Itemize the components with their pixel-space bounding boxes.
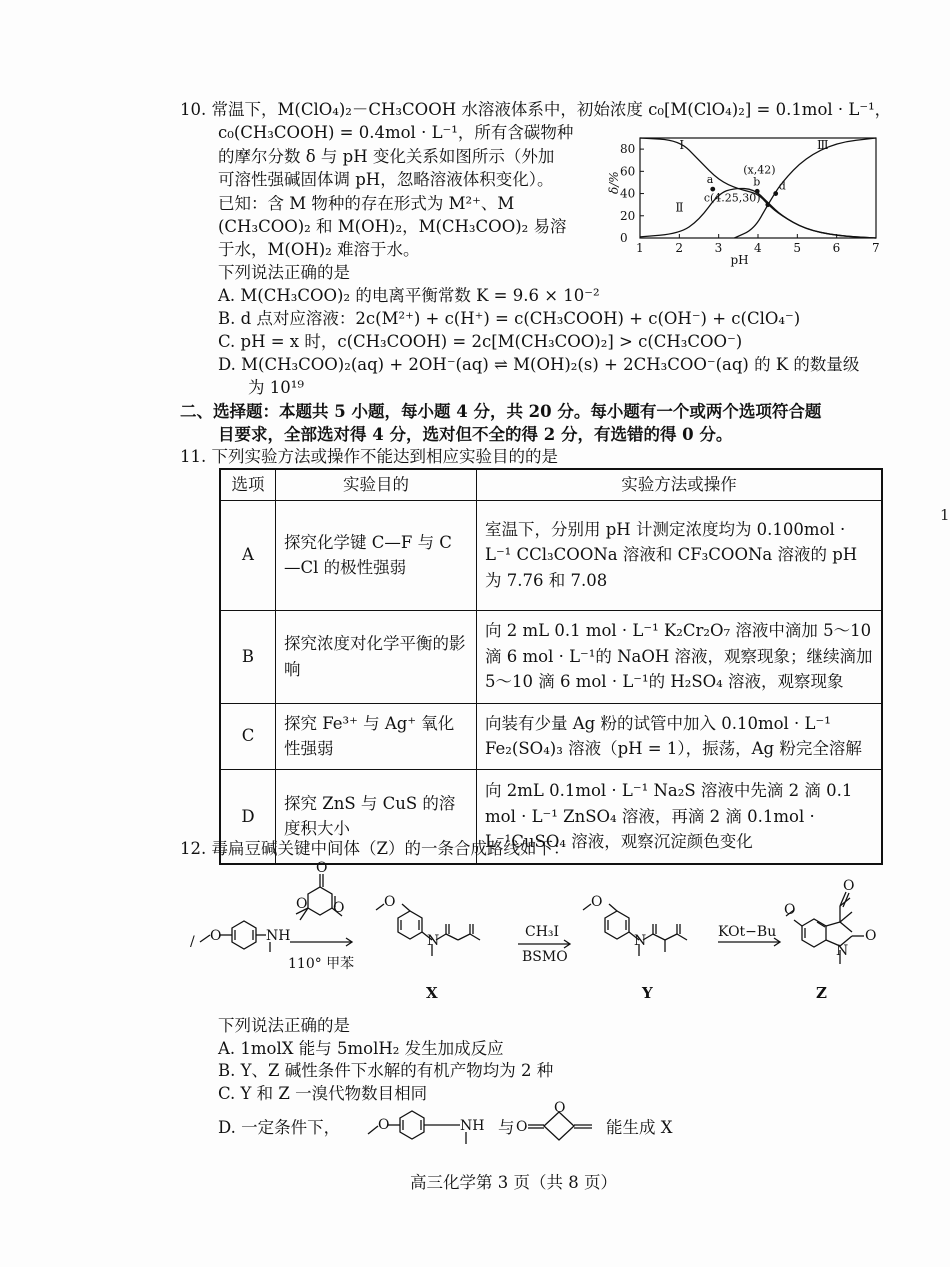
point-label: (x,42) [743,163,776,177]
q10-line-7: 于水，M(OH)₂ 难溶于水。 [218,240,420,259]
q10-line-3: 的摩尔分数 δ 与 pH 变化关系如图所示（外加 [218,147,555,166]
x-tick-label: 5 [793,241,801,255]
x-tick-label: 4 [754,241,762,255]
q10-option-a: A. M(CH₃COO)₂ 的电离平衡常数 K = 9.6 × 10⁻² [218,286,600,305]
svg-text:NH: NH [460,1118,485,1134]
svg-text:N: N [427,933,440,949]
dioxinone-ring [308,887,332,915]
svg-text:O: O [296,896,308,912]
data-point [773,191,778,196]
q10-option-d-cont: 为 10¹⁹ [248,378,304,397]
q12-option-d-prefix: D. 一定条件下， [218,1118,341,1137]
diketene-structure [514,1100,604,1150]
q12-option-d-mid: 与 [498,1118,515,1137]
svg-text:O: O [554,1100,566,1116]
label-z: Z [816,984,827,1002]
header-method: 实验方法或操作 [477,469,883,500]
row-option: B [220,610,276,703]
condition-2-bottom: BSMO [522,949,568,965]
row-goal: 探究浓度对化学平衡的影响 [276,610,477,703]
row-method: 室温下，分别用 pH 计测定浓度均为 0.100mol · L⁻¹ CCl₃COONa 溶液和 CF₃COONa 溶液的 pH 为 7.76 和 7.08 [477,500,883,610]
q10-line-8: 下列说法正确的是 [218,263,350,282]
q10-line-5: 已知：含 M 物种的存在形式为 M²⁺、M [218,194,515,213]
table-row [220,610,882,703]
row-goal: 探究 Fe³⁺ 与 Ag⁺ 氧化性强弱 [276,703,477,769]
header-goal: 实验目的 [276,469,477,500]
x-tick-label: 3 [714,241,723,255]
point-label: d [778,179,786,193]
y-axis-label: δ/% [607,171,621,194]
svg-text:O: O [210,928,222,944]
row-method: 向 2mL 0.1mol · L⁻¹ Na₂S 溶液中先滴 2 滴 0.1 mol · L⁻¹ ZnSO₄ 溶液，再滴 2 滴 0.1mol · L⁻¹CuSO₄ 溶液，观察沉淀颜色变化 [477,769,883,864]
q10-line-1: 10. 常温下，M(ClO₄)₂－CH₃COOH 水溶液体系中，初始浓度 c₀[M(ClO₄)₂] = 0.1mol · L⁻¹， [180,100,892,119]
q10-line-6: (CH₃COO)₂ 和 M(OH)₂，M(CH₃COO)₂ 易溶 [218,217,567,236]
label-y: Y [642,984,653,1002]
row-method: 向装有少量 Ag 粉的试管中加入 0.10mol · L⁻¹ Fe₂(SO₄)₃ 溶液（pH = 1），振荡，Ag 粉完全溶解 [477,703,883,769]
y-tick-label: 80 [620,142,636,157]
svg-text:O: O [333,900,345,916]
svg-text:O: O [784,902,796,918]
delta-ph-chart [604,132,894,270]
q10-line-4: 可溶性强碱固体调 pH，忽略溶液体积变化）。 [218,170,554,189]
row-goal: 探究 ZnS 与 CuS 的溶度积大小 [276,769,477,864]
x-axis-label: pH [730,253,749,267]
q11-stem: 11. 下列实验方法或操作不能达到相应实验目的的是 [180,447,558,466]
svg-text:N: N [634,933,647,949]
q10-option-d: D. M(CH₃COO)₂(aq) + 2OH⁻(aq) ⇌ M(OH)₂(s) + 2CH₃COO⁻(aq) 的 K 的数量级 [218,355,860,374]
series-label: Ⅲ [817,138,829,153]
point-label: c(4.25,30) [703,191,761,205]
q12-option-d-suffix: 能生成 X [606,1118,673,1137]
label-x: X [426,984,438,1002]
synthesis-scheme [180,860,900,1010]
x-tick-label: 7 [872,241,880,255]
point-label: a [706,173,714,187]
svg-text:O: O [384,894,396,910]
condition-3: KOt−Bu [718,924,777,940]
svg-text:O: O [865,928,877,944]
y-tick-label: 0 [620,231,628,245]
y-tick-label: 20 [620,208,636,223]
q12-option-c: C. Y 和 Z 一溴代物数目相同 [218,1084,428,1103]
svg-text:O: O [316,860,328,876]
q12-option-b: B. Y、Z 碱性条件下水解的有机产物均为 2 种 [218,1061,554,1080]
row-goal: 探究化学键 C—F 与 C—Cl 的极性强弱 [276,500,477,610]
page-footer: 高三化学第 3 页（共 8 页） [410,1173,617,1192]
header-option: 选项 [220,469,276,500]
svg-text:NH: NH [266,928,291,944]
table-header-row [220,469,882,500]
row-option: C [220,703,276,769]
row-option: D [220,769,276,864]
svg-text:O: O [378,1117,390,1133]
q10-option-b: B. d 点对应溶液：2c(M²⁺) + c(H⁺) = c(CH₃COOH) + c(OH⁻) + c(ClO₄⁻) [218,309,801,328]
svg-text:N: N [836,943,849,959]
q10-option-c: C. pH = x 时，c(CH₃COOH) = 2c[M(CH₃COO)₂] > c(CH₃COO⁻) [218,332,743,351]
svg-text:O: O [516,1119,528,1135]
svg-text:O: O [591,894,603,910]
margin-mark: 1 [940,506,950,524]
series-label: Ⅱ [675,200,684,215]
y-tick-label: 60 [620,164,636,179]
experiment-table [219,468,883,865]
point-label: b [753,175,761,189]
q12-stem: 12. 毒扁豆碱关键中间体（Z）的一条合成路线如下： [180,839,570,858]
row-method: 向 2 mL 0.1 mol · L⁻¹ K₂Cr₂O₇ 溶液中滴加 5～10 滴 6 mol · L⁻¹的 NaOH 溶液，观察现象；继续滴加 5～10 滴 6 mol · L⁻¹的 H₂SO₄ 溶液，观察现象 [477,610,883,703]
x-tick-label: 1 [636,241,644,255]
section-2-heading-line-2: 目要求，全部选对得 4 分，选对但不全的得 2 分，有选错的得 0 分。 [218,425,733,444]
section-2-heading-line-1: 二、选择题：本题共 5 小题，每小题 4 分，共 20 分。每小题有一个或两个选项符合题 [180,402,822,421]
svg-text:O: O [843,878,855,894]
table-row [220,703,882,769]
q10-line-2: c₀(CH₃COOH) = 0.4mol · L⁻¹，所有含碳物种 [218,123,574,142]
y-tick-label: 40 [620,186,636,201]
amine-structure [360,1100,500,1150]
x-tick-label: 6 [832,241,841,255]
q12-prompt: 下列说法正确的是 [218,1016,350,1035]
q12-option-a: A. 1molX 能与 5molH₂ 发生加成反应 [218,1039,504,1058]
data-point [765,202,770,207]
series-label: Ⅰ [679,138,685,153]
condition-1: 110° 甲苯 [288,956,355,972]
svg-text:/: / [190,934,195,950]
table-row [220,500,882,610]
row-option: A [220,500,276,610]
condition-2-top: CH₃I [525,924,560,940]
x-tick-label: 2 [675,241,683,255]
